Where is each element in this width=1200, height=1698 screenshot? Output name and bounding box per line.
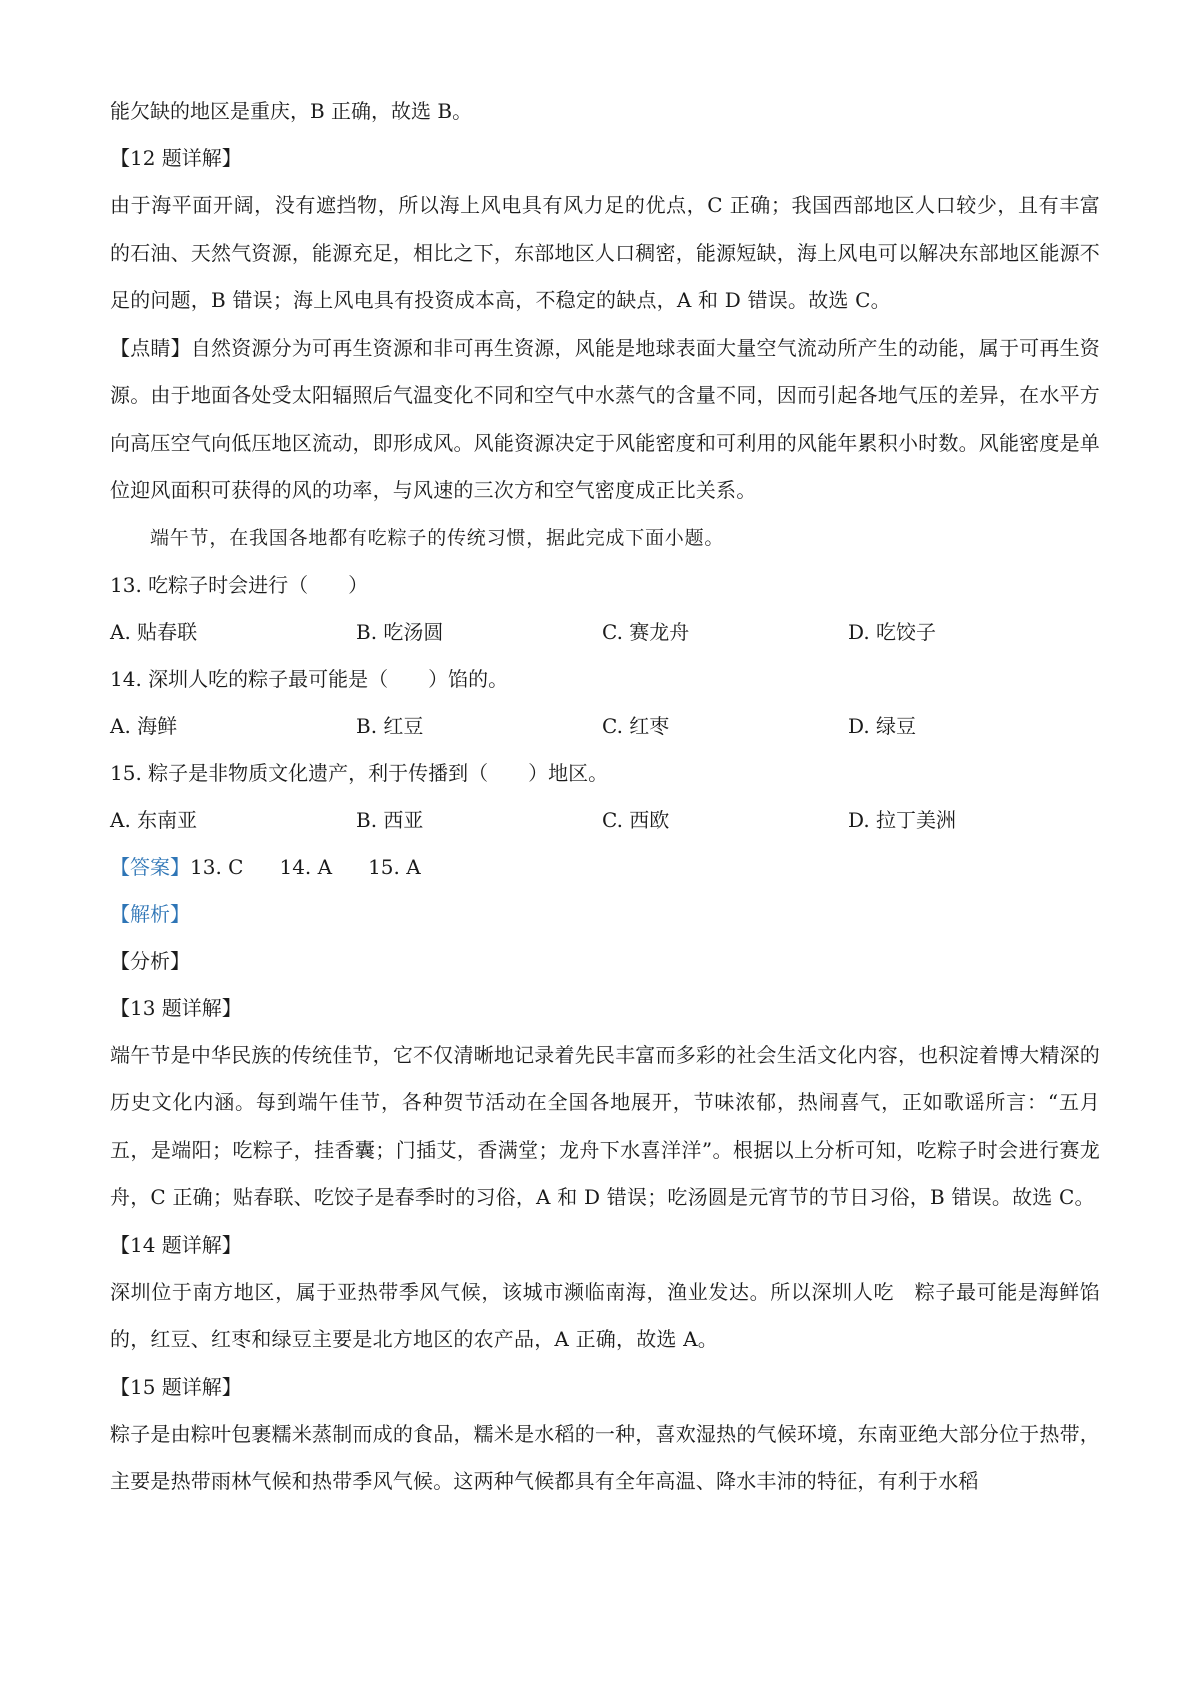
option-d: D. 拉丁美洲 xyxy=(848,807,957,832)
option-c: C. 赛龙舟 xyxy=(602,619,690,644)
heading-q12-detail: 【12 题详解】 xyxy=(110,146,242,170)
heading-q13-detail: 【13 题详解】 xyxy=(110,995,242,1020)
paragraph-dianjing: 【点睛】自然资源分为可再生资源和非可再生资源，风能是地球表面大量空气流动所产生的动能，属于可再生资源。由于地面各处受太阳辐照后气温变化不同和空气中水蒸气的含量不同，因而引起各地气压的差异，在水平方向高压空气向低压地区流动，即形成风。风能资源决定于风能密度和可利用的风能年累积小时数。风能密度是单位迎风面积可获得的风的功率，与风速的三次方和空气密度成正比关系。 xyxy=(110,335,1100,502)
option-a: A. 海鲜 xyxy=(110,713,178,738)
heading-q15-detail: 【15 题详解】 xyxy=(110,1374,242,1399)
option-b: B. 吃汤圆 xyxy=(356,619,444,644)
question-15: 15. 粽子是非物质文化遗产，利于传播到（ ）地区。 xyxy=(110,760,609,785)
paragraph-q13-detail: 端午节是中华民族的传统佳节，它不仅清晰地记录着先民丰富而多彩的社会生活文化内容，也积淀着博大精深的历史文化内涵。每到端午佳节，各种贺节活动在全国各地展开，节味浓郁，热闹喜气，正如歌谣所言：“五月五，是端阳；吃粽子，挂香囊；门插艾，香满堂；龙舟下水喜洋洋”。根据以上分析可知，吃粽子时会进行赛龙舟，C 正确；贴春联、吃饺子是春季时的习俗，A 和 D 错误；吃汤圆是元宵节的节日习俗，B 错误。故选 C。 xyxy=(110,1042,1100,1209)
analysis-label: 【解析】 xyxy=(110,901,190,926)
option-b: B. 西亚 xyxy=(356,807,424,832)
option-a: A. 贴春联 xyxy=(110,619,198,644)
heading-fenxi: 【分析】 xyxy=(110,948,190,973)
heading-q14-detail: 【14 题详解】 xyxy=(110,1232,242,1257)
question-14-options xyxy=(110,703,1100,750)
option-d: D. 吃饺子 xyxy=(848,619,937,644)
question-13-options xyxy=(110,609,1100,656)
question-14: 14. 深圳人吃的粽子最可能是（ ）馅的。 xyxy=(110,666,509,691)
option-a: A. 东南亚 xyxy=(110,807,198,832)
document-page xyxy=(110,88,1100,1506)
option-d: D. 绿豆 xyxy=(848,713,917,738)
answer-label: 【答案】 xyxy=(110,854,190,879)
answer-14: 14. A xyxy=(279,854,333,879)
paragraph-q12-detail: 由于海平面开阔，没有遮挡物，所以海上风电具有风力足的优点，C 正确；我国西部地区人口较少，且有丰富的石油、天然气资源，能源充足，相比之下，东部地区人口稠密，能源短缺，海上风电可以解决东部地区能源不足的问题，B 错误；海上风电具有投资成本高，不稳定的缺点，A 和 D 错误。故选 C。 xyxy=(110,193,1100,312)
paragraph-continuation: 能欠缺的地区是重庆，B 正确，故选 B。 xyxy=(110,99,473,123)
question-group-intro: 端午节，在我国各地都有吃粽子的传统习惯，据此完成下面小题。 xyxy=(150,526,725,549)
option-c: C. 红枣 xyxy=(602,713,670,738)
paragraph-q14-detail: 深圳位于南方地区，属于亚热带季风气候，该城市濒临南海，渔业发达。所以深圳人吃 粽子最可能是海鲜馅的，红豆、红枣和绿豆主要是北方地区的农产品，A 正确，故选 A。 xyxy=(110,1279,1100,1351)
question-13: 13. 吃粽子时会进行（ ） xyxy=(110,572,369,597)
option-b: B. 红豆 xyxy=(356,713,424,738)
answer-line xyxy=(110,844,1100,891)
paragraph-q15-detail: 粽子是由粽叶包裹糯米蒸制而成的食品，糯米是水稻的一种，喜欢湿热的气候环境，东南亚绝大部分位于热带，主要是热带雨林气候和热带季风气候。这两种气候都具有全年高温、降水丰沛的特征，有利于水稻 xyxy=(110,1421,1100,1493)
question-15-options xyxy=(110,797,1100,844)
answer-15: 15. A xyxy=(368,854,421,879)
option-c: C. 西欧 xyxy=(602,807,670,832)
answer-13: 13. C xyxy=(190,854,244,879)
